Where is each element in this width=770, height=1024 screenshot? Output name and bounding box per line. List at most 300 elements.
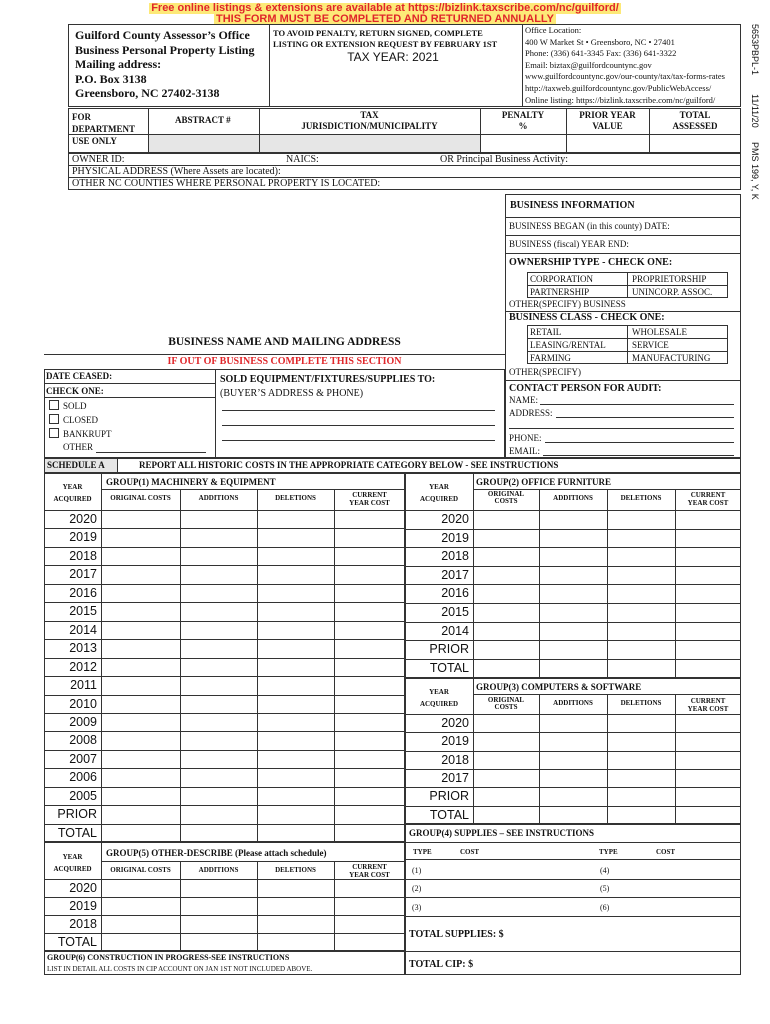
g1-cell[interactable] [335, 622, 405, 639]
g2-cell[interactable] [540, 604, 607, 622]
g1-cell[interactable] [258, 548, 334, 565]
g2-orig1: ORIGINAL [487, 490, 525, 498]
g1-cell[interactable] [102, 640, 180, 657]
penalty-word: PENALTY [501, 110, 545, 120]
option-other-class[interactable]: OTHER(SPECIFY) [509, 367, 582, 377]
g1-year-label: 2011 [70, 678, 97, 693]
g1-cell[interactable] [181, 714, 257, 731]
g5-cell[interactable] [181, 916, 257, 933]
dept-use-label [72, 111, 135, 147]
g5-cell[interactable] [258, 916, 334, 933]
closed-label: CLOSED [63, 415, 99, 425]
g2-cell[interactable] [676, 530, 741, 548]
g1-year-label: 2014 [69, 622, 97, 637]
g5-cell[interactable] [335, 916, 405, 933]
contact-email-label: EMAIL: [509, 446, 540, 456]
g1-cell[interactable] [102, 769, 180, 786]
g1-cell[interactable] [335, 603, 405, 620]
g4-row-3[interactable]: (3) [412, 903, 422, 912]
g1-cell[interactable] [102, 825, 180, 842]
g2-year: YEAR [429, 483, 449, 491]
g1-cell[interactable] [181, 769, 257, 786]
g2-year-label: 2017 [441, 567, 469, 582]
g2-year-label: PRIOR [429, 642, 469, 657]
g3-year-header [405, 686, 473, 710]
contact-email-field[interactable] [543, 455, 734, 456]
g1-cell[interactable] [181, 640, 257, 657]
g1-cell[interactable] [258, 640, 334, 657]
g5-cell[interactable] [181, 898, 257, 915]
check-closed[interactable] [49, 414, 98, 425]
naics-label: NAICS: [286, 154, 319, 165]
contact-address-field-2[interactable] [509, 428, 734, 429]
g3-cell[interactable] [676, 788, 741, 805]
g3-cell[interactable] [540, 788, 607, 805]
g5-cur2: YEAR COST [349, 871, 390, 879]
g3-year-label: 2017 [441, 770, 469, 785]
penalty-label [480, 110, 566, 132]
g3-cell[interactable] [474, 715, 539, 732]
g1-cell[interactable] [181, 548, 257, 565]
g1-del: DELETIONS [275, 494, 316, 502]
g2-cell[interactable] [676, 585, 741, 603]
juris-label: JURISDICTION/MUNICIPALITY [301, 121, 438, 131]
g2-del: DELETIONS [620, 494, 662, 502]
g2-cell[interactable] [676, 660, 741, 678]
sold-label: SOLD [63, 401, 87, 411]
g1-cell[interactable] [335, 548, 405, 565]
g2-cell[interactable] [608, 641, 675, 659]
prior-word: PRIOR YEAR [579, 110, 636, 120]
location-website[interactable]: www.guilfordcountync.gov/our-county/tax/tax-forms-rates [525, 71, 725, 82]
g2-cell[interactable] [474, 623, 539, 641]
g5-acquired: ACQUIRED [53, 865, 92, 873]
g1-cell[interactable] [335, 714, 405, 731]
contact-name-label: NAME: [509, 395, 538, 405]
g5-add: ADDITIONS [198, 866, 239, 874]
g1-year-label: 2019 [69, 530, 97, 545]
dept-use: USE ONLY [72, 136, 117, 146]
g4-row-5[interactable]: (5) [600, 884, 610, 893]
g5-cell[interactable] [181, 880, 257, 897]
option-partnership[interactable]: PARTNERSHIP [530, 287, 590, 297]
g2-year-label: 2014 [441, 623, 469, 638]
penalty-line-2: LISTING OR EXTENSION REQUEST BY FEBRUARY 1ST [273, 39, 498, 49]
location-label: Office Location: [525, 25, 582, 35]
dept-for: FOR [72, 112, 91, 122]
g1-cell[interactable] [181, 806, 257, 823]
office-address [75, 28, 254, 101]
g3-cell[interactable] [608, 807, 675, 824]
banner [0, 3, 770, 25]
schedule-a-label: SCHEDULE A [47, 460, 105, 470]
g1-year-label: PRIOR [57, 807, 97, 822]
g4-type-2: TYPE [599, 848, 618, 856]
g1-cell[interactable] [102, 696, 180, 713]
g1-cell[interactable] [102, 732, 180, 749]
g2-cell[interactable] [474, 548, 539, 566]
g1-cell[interactable] [258, 529, 334, 546]
location-webaccess[interactable]: http://taxweb.guilfordcountync.gov/PublicWebAccess/ [525, 82, 712, 93]
g1-cell[interactable] [258, 714, 334, 731]
g1-cell[interactable] [102, 548, 180, 565]
option-retail[interactable]: RETAIL [530, 327, 562, 337]
g1-cell[interactable] [258, 806, 334, 823]
g3-cell[interactable] [676, 770, 741, 787]
other-label: OTHER [63, 442, 93, 452]
other-counties-label: OTHER NC COUNTIES WHERE PERSONAL PROPERTY IS LOCATED: [72, 178, 381, 189]
g4-cost-2: COST [656, 848, 676, 856]
g5-cell[interactable] [102, 898, 180, 915]
g2-cell[interactable] [676, 567, 741, 585]
g1-cell[interactable] [335, 640, 405, 657]
g1-cell[interactable] [102, 714, 180, 731]
g1-cell[interactable] [258, 788, 334, 805]
g1-cell[interactable] [335, 825, 405, 842]
g2-cell[interactable] [540, 623, 607, 641]
g3-cell[interactable] [676, 715, 741, 732]
total-cip-label: TOTAL CIP: $ [409, 959, 474, 970]
g2-orig2: COSTS [494, 497, 518, 505]
g4-row-6[interactable]: (6) [600, 903, 610, 912]
g1-cell[interactable] [335, 806, 405, 823]
g5-cell[interactable] [258, 934, 334, 951]
g3-cell[interactable] [540, 733, 607, 750]
g2-cur2: YEAR COST [687, 499, 729, 507]
g1-cell[interactable] [102, 529, 180, 546]
business-began-label: BUSINESS BEGAN (in this county) DATE: [509, 221, 670, 231]
g1-cell[interactable] [258, 622, 334, 639]
g2-add: ADDITIONS [553, 494, 593, 502]
g5-year-label: 2020 [69, 881, 97, 895]
g1-cell[interactable] [335, 696, 405, 713]
pms-code: PMS 199, Y, K [750, 142, 760, 200]
g2-acquired: ACQUIRED [419, 495, 459, 503]
g2-cell[interactable] [474, 530, 539, 548]
g2-cell[interactable] [540, 585, 607, 603]
g5-cell[interactable] [258, 880, 334, 897]
contact-phone-field[interactable] [545, 442, 734, 443]
option-wholesale[interactable]: WHOLESALE [632, 327, 687, 337]
check-sold[interactable] [49, 400, 87, 411]
option-other-ownership[interactable]: OTHER(SPECIFY) BUSINESS [509, 299, 626, 309]
other-field[interactable] [96, 452, 206, 453]
g1-year-label: 2006 [69, 770, 97, 785]
g1-year-label: 2007 [69, 751, 97, 766]
g2-cell[interactable] [474, 585, 539, 603]
g3-cell[interactable] [608, 715, 675, 732]
abstract-label: ABSTRACT # [175, 115, 231, 125]
g2-current [675, 491, 741, 507]
g2-year-header [405, 481, 473, 505]
date-ceased-label: DATE CEASED: [46, 371, 113, 381]
assessed-word: ASSESSED [672, 121, 718, 131]
g1-cell[interactable] [181, 696, 257, 713]
side-codes [746, 24, 770, 204]
g3-cell[interactable] [540, 770, 607, 787]
g1-year-label: 2016 [69, 585, 97, 600]
g2-cell[interactable] [474, 660, 539, 678]
g1-cell[interactable] [335, 788, 405, 805]
g1-cell[interactable] [258, 696, 334, 713]
g3-orig2: COSTS [494, 703, 518, 711]
g2-cell[interactable] [540, 548, 607, 566]
buyer-line-1[interactable] [222, 410, 495, 411]
g2-year-label: 2020 [441, 512, 469, 526]
g1-cell[interactable] [258, 677, 334, 694]
g1-cell[interactable] [181, 677, 257, 694]
g2-cell[interactable] [540, 530, 607, 548]
contact-address-field[interactable] [556, 417, 734, 418]
banner-line-2: THIS FORM MUST BE COMPLETED AND RETURNED ANNUALLY [216, 13, 554, 25]
option-corporation[interactable]: CORPORATION [530, 274, 594, 284]
g5-year-label: 2019 [69, 899, 97, 913]
g2-cell[interactable] [608, 548, 675, 566]
g2-cell[interactable] [540, 567, 607, 585]
g2-cell[interactable] [676, 511, 741, 529]
location-online[interactable]: Online listing: https://bizlink.taxscribe.com/nc/guilford/ [525, 94, 716, 105]
g3-cell[interactable] [474, 733, 539, 750]
out-of-business-title: IF OUT OF BUSINESS COMPLETE THIS SECTION [167, 356, 402, 367]
g2-year-label: 2016 [441, 586, 469, 601]
g2-cell[interactable] [540, 511, 607, 529]
g1-cell[interactable] [181, 529, 257, 546]
g3-cell[interactable] [608, 788, 675, 805]
g5-cur1: CURRENT [352, 863, 387, 871]
g5-cell[interactable] [102, 880, 180, 897]
g1-cell[interactable] [258, 769, 334, 786]
contact-name-field[interactable] [540, 404, 734, 405]
contact-title: CONTACT PERSON FOR AUDIT: [509, 383, 662, 394]
g3-cell[interactable] [474, 770, 539, 787]
business-class-title: BUSINESS CLASS - CHECK ONE: [509, 312, 665, 323]
g4-row-2[interactable]: (2) [412, 884, 422, 893]
g1-cur2: YEAR COST [349, 499, 390, 507]
g1-cell[interactable] [102, 788, 180, 805]
g1-cell[interactable] [181, 511, 257, 528]
g1-cell[interactable] [258, 751, 334, 768]
g2-cell[interactable] [676, 548, 741, 566]
g3-cell[interactable] [608, 770, 675, 787]
g3-cell[interactable] [474, 788, 539, 805]
g2-cell[interactable] [608, 585, 675, 603]
g1-cell[interactable] [335, 511, 405, 528]
g1-year-header [44, 481, 101, 505]
g5-year-label: 2018 [69, 917, 97, 931]
g1-current [334, 491, 405, 507]
option-manufacturing[interactable]: MANUFACTURING [632, 353, 711, 363]
g2-year-label: 2015 [441, 605, 469, 619]
g1-year-label: 2010 [69, 696, 97, 711]
g3-cell[interactable] [474, 752, 539, 769]
g4-row-4[interactable]: (4) [600, 866, 610, 875]
jurisdiction-label [259, 110, 480, 132]
group4-table [405, 824, 741, 975]
g3-year-label: TOTAL [429, 807, 469, 822]
city-zip: Greensboro, NC 27402-3138 [75, 86, 220, 100]
g1-cell[interactable] [181, 732, 257, 749]
g3-year: YEAR [429, 688, 449, 696]
g1-year: YEAR [62, 483, 83, 491]
g1-cell[interactable] [335, 659, 405, 676]
g1-cell[interactable] [258, 659, 334, 676]
g1-year-label: 2008 [69, 733, 97, 748]
check-one-label: CHECK ONE: [46, 386, 104, 396]
buyer-line-2[interactable] [222, 425, 495, 426]
g2-cell[interactable] [676, 623, 741, 641]
g2-cur1: CURRENT [690, 491, 726, 499]
g1-cell[interactable] [335, 751, 405, 768]
g5-cell[interactable] [181, 934, 257, 951]
g3-del: DELETIONS [620, 699, 662, 707]
location-email: Email: biztax@guilfordcountync.gov [525, 59, 652, 70]
g1-cell[interactable] [181, 825, 257, 842]
g1-cell[interactable] [181, 788, 257, 805]
g2-year-label: TOTAL [429, 660, 469, 675]
g2-cell[interactable] [608, 623, 675, 641]
g1-cell[interactable] [102, 511, 180, 528]
g5-cell[interactable] [335, 880, 405, 897]
g2-cell[interactable] [474, 567, 539, 585]
g2-cell[interactable] [608, 530, 675, 548]
g4-cost-1: COST [460, 848, 480, 856]
g1-cell[interactable] [335, 732, 405, 749]
g3-title: GROUP(3) COMPUTERS & SOFTWARE [476, 682, 642, 692]
tax-label: TAX [360, 110, 379, 120]
g1-cell[interactable] [181, 566, 257, 583]
g1-add: ADDITIONS [198, 494, 239, 502]
g5-orig: ORIGINAL COSTS [110, 866, 171, 874]
g2-cell[interactable] [608, 604, 675, 622]
g5-year: YEAR [62, 853, 83, 861]
g3-cell[interactable] [608, 752, 675, 769]
penalty-line-1: TO AVOID PENALTY, RETURN SIGNED, COMPLETE [273, 28, 483, 38]
g3-cell[interactable] [474, 807, 539, 824]
g1-cell[interactable] [335, 566, 405, 583]
g1-cell[interactable] [102, 806, 180, 823]
g6-title: GROUP(6) CONSTRUCTION IN PROGRESS-SEE INSTRUCTIONS [47, 953, 290, 962]
g1-year-label: 2017 [69, 567, 97, 582]
g1-cell[interactable] [102, 585, 180, 602]
ownership-type-title: OWNERSHIP TYPE - CHECK ONE: [509, 257, 673, 268]
schedule-a-text: REPORT ALL HISTORIC COSTS IN THE APPROPRIATE CATEGORY BELOW - SEE INSTRUCTIONS [139, 460, 559, 470]
g2-year-label: 2019 [441, 530, 469, 545]
g5-cell[interactable] [102, 934, 180, 951]
g1-year-label: 2012 [69, 659, 97, 674]
total-assessed-label [649, 110, 741, 132]
option-unincorp[interactable]: UNINCORP. ASSOC. [632, 287, 713, 297]
g1-cell[interactable] [258, 585, 334, 602]
g1-cell[interactable] [102, 622, 180, 639]
g1-cell[interactable] [181, 603, 257, 620]
g4-row-1[interactable]: (1) [412, 866, 422, 875]
g3-orig [473, 697, 539, 711]
penalty-notice [273, 28, 523, 63]
form-code: 5653PBPL-1 [750, 24, 760, 76]
bankrupt-label: BANKRUPT [63, 429, 112, 439]
g1-cell[interactable] [102, 751, 180, 768]
g2-cell[interactable] [608, 567, 675, 585]
g3-cell[interactable] [540, 752, 607, 769]
g3-cur2: YEAR COST [687, 705, 729, 713]
g1-cell[interactable] [102, 603, 180, 620]
g3-cell[interactable] [608, 733, 675, 750]
g1-cell[interactable] [258, 566, 334, 583]
g1-cell[interactable] [335, 769, 405, 786]
g2-cell[interactable] [540, 660, 607, 678]
g2-cell[interactable] [676, 604, 741, 622]
g2-cell[interactable] [676, 641, 741, 659]
g2-cell[interactable] [474, 511, 539, 529]
g1-cell[interactable] [335, 677, 405, 694]
contact-phone-label: PHONE: [509, 433, 542, 443]
business-name-title: BUSINESS NAME AND MAILING ADDRESS [168, 336, 401, 348]
g1-cell[interactable] [335, 585, 405, 602]
contact-address-label: ADDRESS: [509, 408, 553, 418]
g1-cell[interactable] [181, 622, 257, 639]
g1-year-label: 2020 [69, 512, 97, 526]
g1-cell[interactable] [181, 751, 257, 768]
g1-cell[interactable] [181, 585, 257, 602]
g3-cell[interactable] [676, 733, 741, 750]
g3-cell[interactable] [676, 807, 741, 824]
g1-cell[interactable] [102, 566, 180, 583]
option-proprietorship[interactable]: PROPRIETORSHIP [632, 274, 707, 284]
g5-cell[interactable] [335, 934, 405, 951]
option-service[interactable]: SERVICE [632, 340, 669, 350]
location-street: 400 W Market St • Greensboro, NC • 27401 [525, 36, 675, 47]
g2-title: GROUP(2) OFFICE FURNITURE [476, 477, 611, 487]
g5-cell[interactable] [102, 916, 180, 933]
g1-year-label: 2005 [69, 788, 97, 803]
g1-cell[interactable] [258, 603, 334, 620]
buyer-line-3[interactable] [222, 440, 495, 441]
g3-year-label: 2019 [441, 734, 469, 749]
g1-year-label: 2015 [69, 604, 97, 619]
g1-year-label: 2009 [69, 714, 97, 729]
g2-cell[interactable] [474, 641, 539, 659]
g2-cell[interactable] [608, 511, 675, 529]
check-bankrupt[interactable] [49, 428, 112, 439]
physical-address-label: PHYSICAL ADDRESS (Where Assets are located): [72, 166, 281, 177]
option-leasing[interactable]: LEASING/RENTAL [530, 340, 606, 350]
g3-cell[interactable] [540, 807, 607, 824]
dept-department: DEPARTMENT [72, 124, 136, 134]
g2-cell[interactable] [474, 604, 539, 622]
g5-cell[interactable] [258, 898, 334, 915]
g1-cell[interactable] [258, 511, 334, 528]
g1-cell[interactable] [258, 732, 334, 749]
option-farming[interactable]: FARMING [530, 353, 571, 363]
g3-cell[interactable] [540, 715, 607, 732]
g2-year-label: 2018 [441, 549, 469, 564]
g1-cell[interactable] [102, 677, 180, 694]
g2-cell[interactable] [540, 641, 607, 659]
mailing-label: Mailing address: [75, 57, 162, 71]
g6-text: LIST IN DETAIL ALL COSTS IN CIP ACCOUNT ON JAN 1ST NOT INCLUDED ABOVE. [47, 965, 313, 973]
g1-cell[interactable] [181, 659, 257, 676]
g1-cell[interactable] [102, 659, 180, 676]
g3-cell[interactable] [676, 752, 741, 769]
g5-cell[interactable] [335, 898, 405, 915]
g3-orig1: ORIGINAL [487, 696, 525, 704]
g4-title: GROUP(4) SUPPLIES – SEE INSTRUCTIONS [409, 828, 595, 838]
g1-cell[interactable] [258, 825, 334, 842]
tax-year: TAX YEAR: 2021 [347, 50, 439, 64]
total-word: TOTAL [679, 110, 711, 120]
g2-cell[interactable] [608, 660, 675, 678]
g1-cell[interactable] [335, 529, 405, 546]
